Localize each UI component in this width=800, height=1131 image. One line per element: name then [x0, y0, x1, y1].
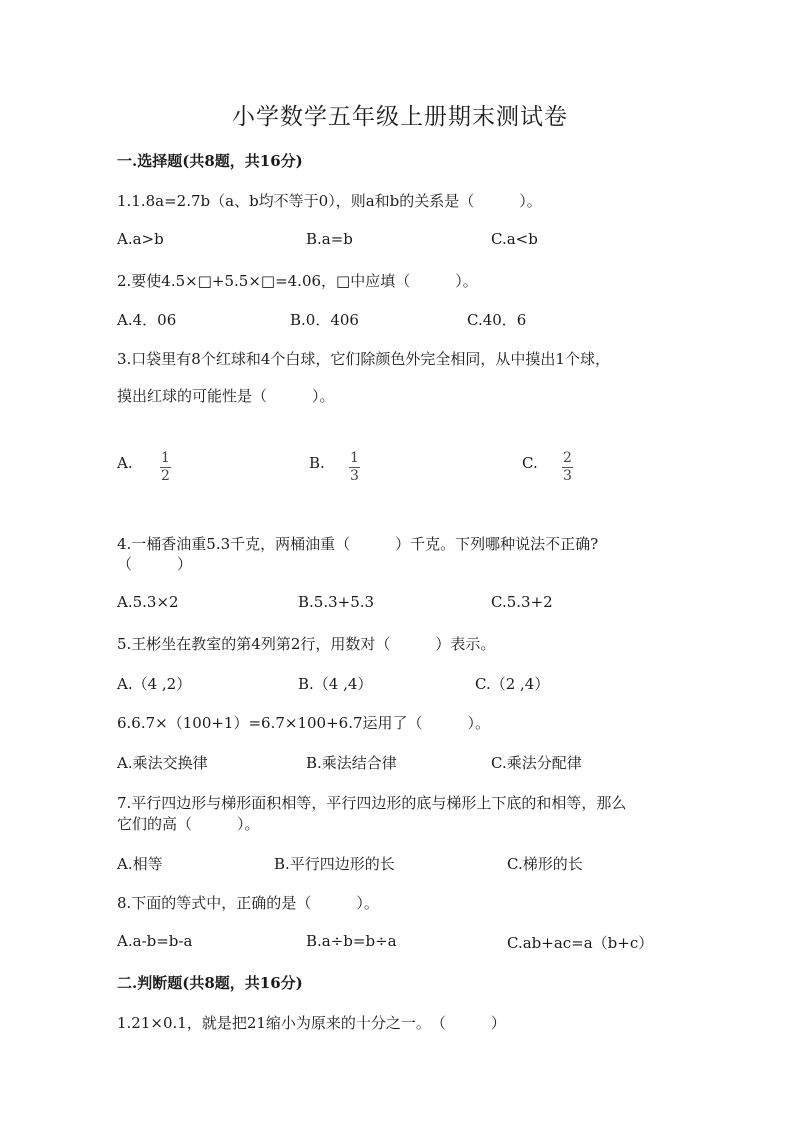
option-c-label: C. [522, 454, 538, 472]
option-c: C.5.3+2 [491, 593, 553, 611]
judgment-question-1: 1.21×0.1，就是把21缩小为原来的十分之一。 （ ） [117, 1014, 506, 1032]
question-8: 8.下面的等式中，正确的是（ ）。 [117, 894, 379, 912]
option-a: A.（4 ,2） [117, 675, 192, 693]
question-6: 6.6.7×（100+1）=6.7×100+6.7运用了（ ）。 [117, 714, 491, 732]
question-3-line1: 3.口袋里有8个红球和4个白球，它们除颜色外完全相同，从中摸出1个球， [117, 350, 610, 368]
option-b: B.乘法结合律 [306, 754, 397, 772]
question-2: 2.要使4.5×□+5.5×□=4.06，□中应填（ ）。 [117, 272, 478, 290]
option-a-label: A. [117, 454, 133, 472]
option-a: A.a>b [117, 230, 164, 248]
option-b: B.0．406 [290, 311, 359, 329]
option-c: C.梯形的长 [507, 855, 583, 873]
page-title: 小学数学五年级上册期末测试卷 [232, 104, 568, 130]
option-a: A.a-b=b-a [117, 932, 193, 950]
option-c: C.40．6 [467, 311, 527, 329]
question-1: 1.1.8a=2.7b（a、b均不等于0），则a和b的关系是（ ）。 [117, 192, 542, 210]
option-b-fraction: $\frac{1}{3}$ [350, 450, 359, 484]
question-4-line2: （ ） [117, 555, 193, 573]
option-b-label: B. [309, 454, 325, 472]
option-b: B.（4 ,4） [298, 675, 373, 693]
option-c: C.ab+ac=a（b+c） [507, 934, 654, 952]
section-heading-judgment: 二.判断题(共8题，共16分) [117, 974, 303, 992]
option-a: A.相等 [117, 855, 163, 873]
option-c: C.乘法分配律 [491, 754, 582, 772]
option-c: C.（2 ,4） [475, 675, 550, 693]
option-b: B.平行四边形的长 [274, 855, 395, 873]
option-a: A.5.3×2 [117, 593, 179, 611]
option-a: A.4．06 [117, 311, 177, 329]
question-7-line2: 它们的高（ ）。 [117, 815, 260, 833]
question-4-line1: 4.一桶香油重5.3千克，两桶油重（ ）千克。下列哪种说法不正确? [117, 535, 599, 553]
question-3-line2: 摸出红球的可能性是（ ）。 [117, 387, 335, 405]
option-b: B.5.3+5.3 [298, 593, 375, 611]
option-a: A.乘法交换律 [117, 754, 208, 772]
option-b: B.a=b [306, 230, 353, 248]
question-7-line1: 7.平行四边形与梯形面积相等，平行四边形的底与梯形上下底的和相等，那么 [117, 794, 627, 812]
option-c-fraction: $\frac{2}{3}$ [563, 450, 572, 484]
section-heading-choice: 一.选择题(共8题，共16分) [117, 152, 303, 170]
option-b: B.a÷b=b÷a [306, 932, 397, 950]
option-c: C.a<b [491, 230, 538, 248]
option-a-fraction: $\frac{1}{2}$ [161, 450, 170, 484]
question-5: 5.王彬坐在教室的第4列第2行，用数对（ ）表示。 [117, 635, 496, 653]
